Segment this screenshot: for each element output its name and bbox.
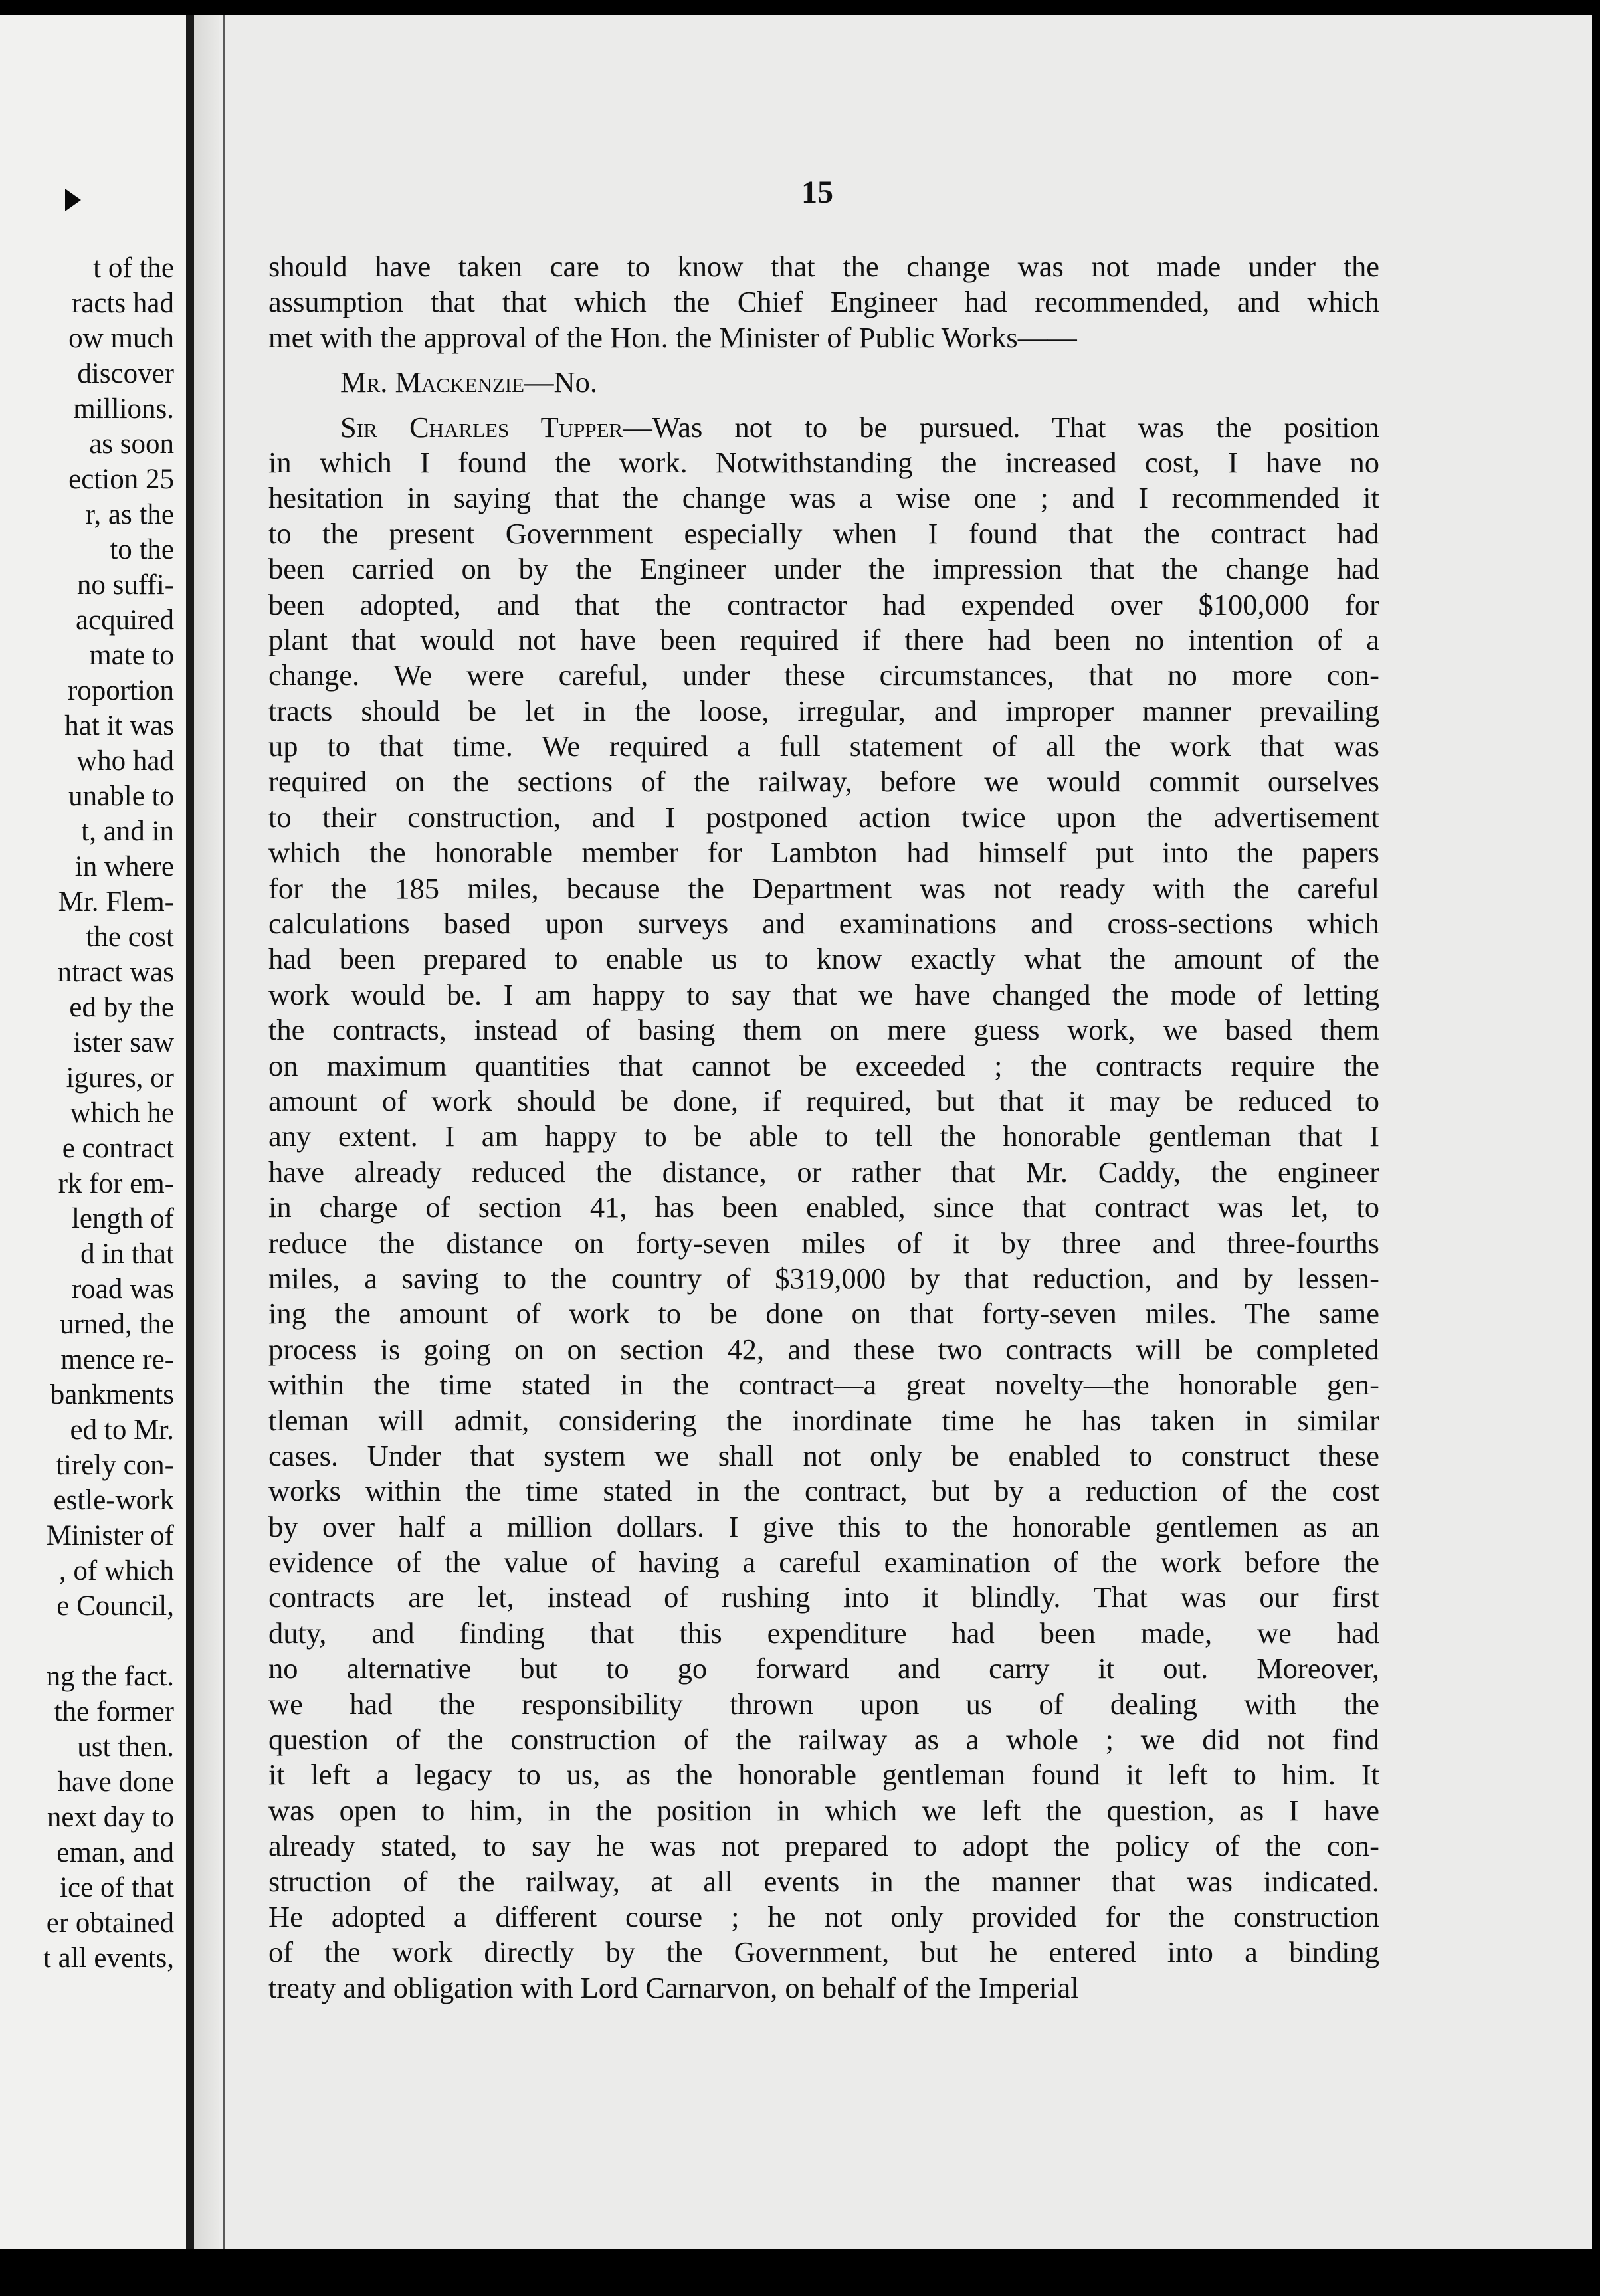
line-text: amount of work should be done, if required, but that it may be reduced to xyxy=(268,1084,1379,1117)
left-page-fragment: ng the fact. xyxy=(46,1661,174,1692)
left-page-fragment: ice of that xyxy=(60,1872,174,1903)
left-page-fragment: , of which xyxy=(58,1555,174,1586)
line-text: hesitation in saying that the change was a wise one ; and I recommended it xyxy=(268,481,1379,515)
book-gutter-shadow xyxy=(186,15,194,2249)
text-line xyxy=(268,1828,1379,1864)
line-text: assumption that that which the Chief Engineer had recommended, and which xyxy=(268,285,1379,319)
left-page-fragment: urned, the xyxy=(60,1309,174,1340)
line-text: works within the time stated in the contract, but by a reduction of the cost xyxy=(268,1474,1379,1508)
left-page-fragment: e contract xyxy=(62,1133,174,1164)
text-line xyxy=(268,622,1379,658)
text-line xyxy=(268,1296,1379,1331)
text-line xyxy=(268,1367,1379,1402)
left-page-fragment: ister saw xyxy=(73,1027,174,1058)
text-line xyxy=(268,1970,1379,2006)
left-page-text-fragments xyxy=(0,250,174,1976)
text-line xyxy=(268,1226,1379,1261)
line-text: struction of the railway, at all events in the manner that was indicated. xyxy=(268,1864,1379,1898)
left-page-edge xyxy=(0,15,186,2249)
left-page-fragment: eman, and xyxy=(56,1837,174,1868)
scan-border-bottom xyxy=(0,2249,1600,2296)
text-line xyxy=(268,835,1379,870)
line-text: process is going on on section 42, and these two contracts will be completed xyxy=(268,1332,1379,1366)
left-page-fragment: acquired xyxy=(75,605,174,636)
left-page-fragment: to the xyxy=(110,534,174,565)
text-line xyxy=(268,1474,1379,1509)
line-text: tleman will admit, considering the inordinate time he has taken in similar xyxy=(268,1403,1379,1437)
line-text: we had the responsibility thrown upon us of dealing with the xyxy=(268,1687,1379,1721)
text-line xyxy=(268,871,1379,906)
scan-border-top xyxy=(0,0,1600,15)
left-page-fragment: tirely con- xyxy=(56,1450,174,1481)
text-line xyxy=(268,1899,1379,1935)
text-line xyxy=(268,1332,1379,1367)
line-text: any extent. I am happy to be able to tell the honorable gentleman that I xyxy=(268,1119,1379,1153)
paragraph-first-line xyxy=(268,410,1379,445)
page-notch-mark xyxy=(65,189,81,211)
left-page-fragment: in where xyxy=(74,851,174,882)
left-page-fragment: racts had xyxy=(71,288,174,319)
left-page-fragment: ed by the xyxy=(69,992,174,1023)
line-text: tracts should be let in the loose, irregular, and improper manner prevailing xyxy=(268,694,1379,727)
line-text: evidence of the value of having a careful examination of the work before the xyxy=(268,1545,1379,1579)
line-text: cases. Under that system we shall not only be enabled to construct these xyxy=(268,1438,1379,1472)
line-text: up to that time. We required a full statement of all the work that was xyxy=(268,729,1379,763)
left-page-fragment: er obtained xyxy=(46,1907,174,1939)
left-page-fragment: d in that xyxy=(80,1238,174,1270)
text-line xyxy=(268,764,1379,799)
speaker-name: Mr. Mackenzie xyxy=(340,365,525,399)
page-number: 15 xyxy=(801,175,833,210)
line-text: been adopted, and that the contractor had expended over $100,000 for xyxy=(268,587,1379,621)
left-page-fragment: roportion xyxy=(67,675,174,706)
left-page-fragment: t of the xyxy=(93,252,174,284)
line-text: no alternative but to go forward and carry it out. Moreover, xyxy=(268,1652,1379,1685)
left-page-fragment: next day to xyxy=(47,1802,174,1833)
line-text: should have taken care to know that the change was not made under the xyxy=(268,250,1379,283)
left-page-fragment: the former xyxy=(54,1696,174,1727)
text-line xyxy=(268,1651,1379,1686)
left-page-fragment: Mr. Flem- xyxy=(58,886,174,917)
text-line xyxy=(268,1048,1379,1084)
left-page-fragment: unable to xyxy=(68,781,174,812)
left-page-fragment: ow much xyxy=(68,323,174,354)
line-text: in which I found the work. Notwithstanding the increased cost, I have no xyxy=(268,445,1379,479)
line-text: —Was not to be pursued. That was the position xyxy=(623,410,1379,444)
text-line xyxy=(268,551,1379,587)
text-line xyxy=(268,480,1379,516)
line-text: within the time stated in the contract—a great novelty—the honorable gen- xyxy=(268,1368,1379,1402)
text-line xyxy=(268,249,1379,284)
left-page-fragment: have done xyxy=(57,1767,174,1798)
left-page-fragment: estle-work xyxy=(53,1485,174,1516)
line-text: work would be. I am happy to say that we have changed the mode of letting xyxy=(268,977,1379,1011)
left-page-fragment: which he xyxy=(70,1098,174,1129)
left-page-fragment: ection 25 xyxy=(68,464,174,495)
text-line xyxy=(268,729,1379,764)
left-page-fragment: ed to Mr. xyxy=(70,1414,174,1446)
line-text: of the work directly by the Government, but he entered into a binding xyxy=(268,1935,1379,1969)
text-line xyxy=(268,1261,1379,1296)
text-line xyxy=(268,445,1379,480)
left-page-fragment: millions. xyxy=(73,393,174,425)
left-page-fragment: mence re- xyxy=(60,1344,174,1375)
line-text: question of the construction of the railway as a whole ; we did not find xyxy=(268,1723,1379,1757)
line-text: contracts are let, instead of rushing into it blindly. That was our first xyxy=(268,1580,1379,1614)
text-line xyxy=(268,1757,1379,1792)
text-line xyxy=(268,1793,1379,1828)
left-page-fragment: Minister of xyxy=(46,1520,174,1551)
line-text: on maximum quantities that cannot be exceeded ; the contracts require the xyxy=(268,1048,1379,1082)
left-page-fragment: t all events, xyxy=(43,1943,174,1974)
left-page-fragment: bankments xyxy=(50,1379,174,1410)
text-line xyxy=(268,906,1379,941)
left-page-fragment xyxy=(0,1624,174,1659)
text-line xyxy=(268,284,1379,320)
left-page-fragment: r, as the xyxy=(85,499,174,530)
left-page-fragment: ntract was xyxy=(57,957,174,988)
line-text: which the honorable member for Lambton had himself put into the papers xyxy=(268,836,1379,870)
text-line xyxy=(268,1438,1379,1474)
line-text: reduce the distance on forty-seven miles of it by three and three-fourths xyxy=(268,1226,1379,1260)
line-text: miles, a saving to the country of $319,000 by that reduction, and by lessen- xyxy=(268,1261,1379,1295)
text-line xyxy=(268,1545,1379,1580)
text-line xyxy=(268,1509,1379,1545)
text-line xyxy=(268,1084,1379,1119)
left-page-fragment: length of xyxy=(71,1203,174,1234)
speaker-name: Sir Charles Tupper xyxy=(340,410,623,444)
line-text: to the present Government especially when I found that the contract had xyxy=(268,516,1379,550)
line-text: been carried on by the Engineer under the impression that the change had xyxy=(268,552,1379,586)
text-line xyxy=(268,1687,1379,1722)
text-line xyxy=(268,1616,1379,1651)
paragraph-first-line xyxy=(268,365,1379,400)
left-page-fragment: no suffi- xyxy=(76,569,174,601)
left-page-fragment: who had xyxy=(76,745,174,777)
line-text: met with the approval of the Hon. the Minister of Public Works—— xyxy=(268,320,1077,354)
line-text: was open to him, in the position in which we left the question, as I have xyxy=(268,1793,1379,1827)
text-line xyxy=(268,1722,1379,1757)
line-text: required on the sections of the railway, before we would commit ourselves xyxy=(268,765,1379,799)
left-page-fragment: e Council, xyxy=(56,1590,174,1622)
text-line xyxy=(268,1190,1379,1225)
text-line xyxy=(268,694,1379,729)
left-page-fragment: mate to xyxy=(89,640,174,671)
text-line xyxy=(268,977,1379,1012)
line-text: ing the amount of work to be done on that forty-seven miles. The same xyxy=(268,1297,1379,1331)
line-text: duty, and finding that this expenditure had been made, we had xyxy=(268,1616,1379,1650)
line-text: had been prepared to enable us to know exactly what the amount of the xyxy=(268,942,1379,976)
line-text: in charge of section 41, has been enabled, since that contract was let, to xyxy=(268,1191,1379,1224)
text-line xyxy=(268,1012,1379,1048)
line-text: —No. xyxy=(524,365,598,399)
text-line xyxy=(268,1580,1379,1615)
left-page-fragment: igures, or xyxy=(66,1062,174,1094)
text-line xyxy=(268,587,1379,622)
text-line xyxy=(268,1935,1379,1970)
line-text: already stated, to say he was not prepared to adopt the policy of the con- xyxy=(268,1829,1379,1863)
text-line xyxy=(268,1403,1379,1438)
left-page-fragment: t, and in xyxy=(81,816,174,847)
page-body-text xyxy=(268,249,1379,2006)
text-line xyxy=(268,1119,1379,1154)
gutter-fold-line xyxy=(223,15,225,2249)
left-page-fragment: hat it was xyxy=(64,710,174,741)
line-text: have already reduced the distance, or rather that Mr. Caddy, the engineer xyxy=(268,1155,1379,1189)
book-gutter xyxy=(194,15,219,2249)
line-text: change. We were careful, under these circumstances, that no more con- xyxy=(268,658,1379,692)
line-text: it left a legacy to us, as the honorable gentleman found it left to him. It xyxy=(268,1758,1379,1792)
line-text: He adopted a different course ; he not only provided for the construction xyxy=(268,1899,1379,1933)
line-text: the contracts, instead of basing them on mere guess work, we based them xyxy=(268,1013,1379,1047)
left-page-fragment: discover xyxy=(77,358,174,389)
left-page-fragment: the cost xyxy=(86,921,174,953)
text-line xyxy=(268,1155,1379,1190)
line-text: for the 185 miles, because the Department was not ready with the careful xyxy=(268,871,1379,905)
text-line xyxy=(268,320,1379,355)
text-line xyxy=(268,800,1379,835)
line-text: to their construction, and I postponed action twice upon the advertisement xyxy=(268,800,1379,834)
scan-border-right xyxy=(1592,0,1600,2296)
left-page-fragment: ust then. xyxy=(77,1731,174,1763)
line-text: treaty and obligation with Lord Carnarvon, on behalf of the Imperial xyxy=(268,1970,1079,2004)
left-page-fragment: rk for em- xyxy=(58,1168,174,1199)
text-line xyxy=(268,516,1379,551)
text-line xyxy=(268,941,1379,977)
left-page-fragment: road was xyxy=(71,1274,174,1305)
text-line xyxy=(268,1864,1379,1899)
line-text: plant that would not have been required if there had been no intention of a xyxy=(268,622,1379,656)
left-page-fragment: as soon xyxy=(89,429,174,460)
text-line xyxy=(268,658,1379,693)
line-text: calculations based upon surveys and examinations and cross-sections which xyxy=(268,907,1379,941)
line-text: by over half a million dollars. I give this to the honorable gentlemen as an xyxy=(268,1509,1379,1543)
